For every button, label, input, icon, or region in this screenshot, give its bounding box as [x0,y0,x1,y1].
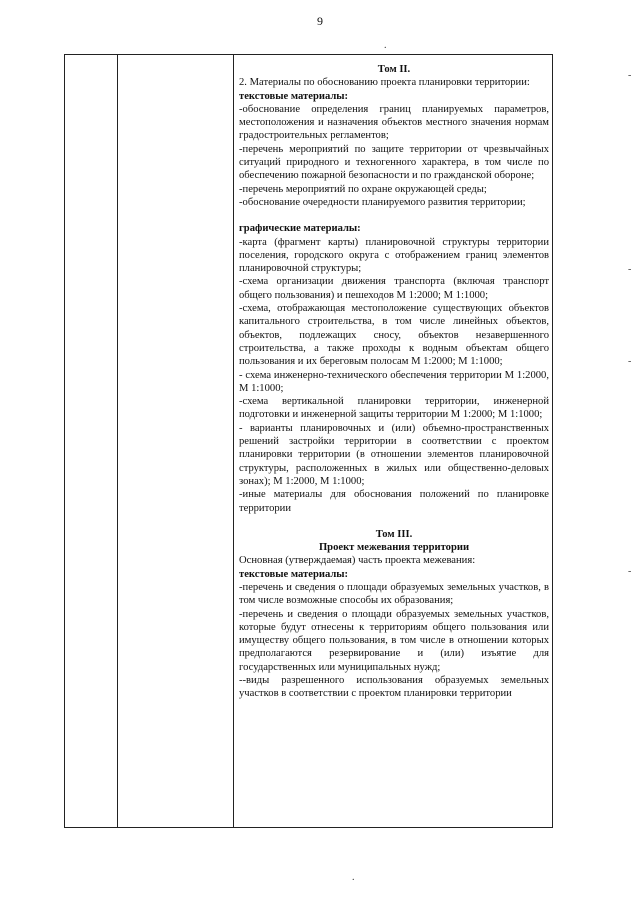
list-item: -перечень мероприятий по защите территории от чрезвычайных ситуаций природного и техногенного характера, в том числе по обеспечению пожарной безопасности и по гражданской обороне; [239,143,549,182]
list-item: -карта (фрагмент карты) планировочной структуры территории поселения, городского округа с отображением границ элементов планировочной структуры; [239,236,549,275]
margin-mark: - [628,356,632,367]
list-item: -перечень и сведения о площади образуемых земельных участков, в том числе возможные способы их образования; [239,581,549,607]
empty-cell [65,55,118,828]
vol3-subtitle: Проект межевания территории [318,542,470,554]
list-item: --виды разрешенного использования образуемых земельных участков в соответствии с проектом планировки территории [239,675,549,700]
content-cell [234,55,553,828]
spacer [239,209,549,222]
content [239,63,549,701]
vol2-graphic-heading: графические материалы: [239,223,361,235]
list-item: -обоснование очередности планируемого развития территории; [239,196,526,208]
list-item: -схема организации движения транспорта (включая транспорт общего пользования) и пешеходов М 1:2000; М 1:1000; [239,276,549,301]
vol2-text-heading: текстовые материалы: [239,90,349,102]
page-number: 9 [317,14,323,28]
empty-cell [118,55,234,828]
vol3-intro: Основная (утверждаемая) часть проекта межевания: [239,555,476,567]
document-table [64,54,553,828]
list-item: - схема инженерно-технического обеспечения территории М 1:2000, М 1:1000; [239,369,549,394]
margin-mark: - [628,566,632,577]
scan-dot: . [384,40,387,51]
list-item: - варианты планировочных и (или) объемно-пространственных решений застройки территории в соответствии с проектом планировки территории (в отношении элементов планировочной структуры, расположенных в жилых или общественно-деловых зонах); М 1:2000, М 1:1000; [239,422,549,487]
vol3-title: Том III. [375,528,413,540]
margin-mark: - [628,70,632,81]
margin-mark: - [628,264,632,275]
list-item: -обоснование определения границ планируемых параметров, местоположения и назначения объектов местного значения нормам градостроительных регламентов; [239,103,549,142]
vol3-text-heading: текстовые материалы: [239,568,349,580]
spacer [239,515,549,528]
vol2-intro: 2. Материалы по обоснованию проекта планировки территории: [239,77,530,89]
vol2-title: Том II. [377,64,411,75]
list-item: -перечень мероприятий по охране окружающей среды; [239,183,487,195]
list-item: -перечень и сведения о площади образуемых земельных участков, которые будут отнесены к территориям общего пользования или имуществу общего пользования, в том числе в отношении которых предполагаются резервирование и (или) изъятие для государственных или муниципальных нужд; [239,608,549,673]
list-item: -схема вертикальной планировки территории, инженерной подготовки и инженерной защиты территории М 1:2000; М 1:1000; [239,396,549,421]
list-item: -иные материалы для обоснования положений по планировке территории [239,489,549,514]
scan-dot: . [352,872,355,883]
list-item: -схема, отображающая местоположение существующих объектов капитального строительства, в том числе линейных объектов, объектов, подлежащих сносу, объектов незавершенного строительства, а также проходы к водным объектам общего пользования и их береговым полосам М 1:2000; М 1:1000; [239,303,549,368]
